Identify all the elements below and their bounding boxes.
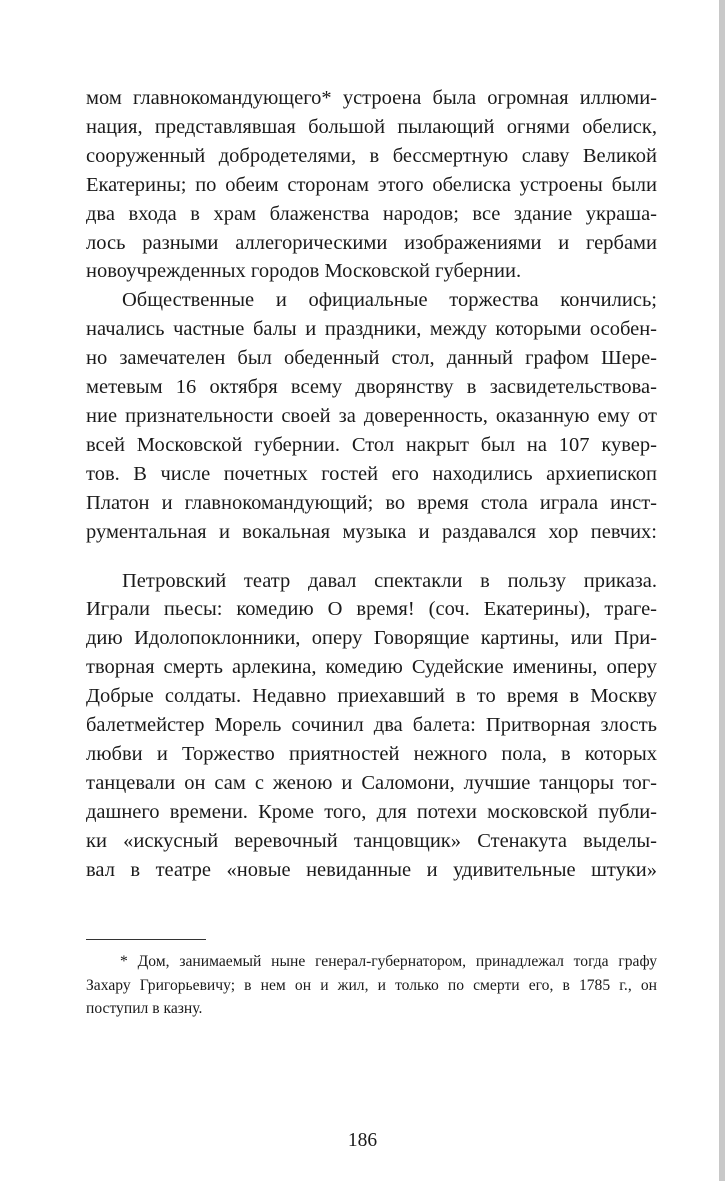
text-line: сооруженный добродетелями, в бессмертную славу Великой	[86, 144, 657, 167]
footnote	[86, 950, 657, 1021]
text-line: Екатерины; по обеим сторонам этого обелиска устроены были	[86, 173, 657, 196]
text-line: любви и Торжество приятностей нежного пола, в которых	[86, 742, 657, 765]
page-number: 186	[347, 1130, 378, 1151]
text-line: два входа в храм блаженства народов; все здание украша-	[86, 202, 657, 225]
text-line: дию Идолопоклонники, оперу Говорящие картины, или При-	[86, 627, 657, 650]
text-line: танцевали он сам с женою и Саломони, лучшие танцоры тог-	[86, 771, 657, 794]
text-line: метевым 16 октября всему дворянству в засвидетельствова-	[86, 376, 657, 399]
text-line: но замечателен был обеденный стол, данный графом Шере-	[86, 347, 657, 370]
book-page	[86, 84, 657, 1021]
text-line: Добрые солдаты. Недавно приехавший в то время в Москву	[86, 685, 657, 708]
text-line: новоучрежденных городов Московской губернии.	[86, 260, 522, 283]
text-line: Платон и главнокомандующий; во время стола играла инст-	[86, 491, 657, 514]
text-line: вал в театре «новые невиданные и удивительные штуки»	[86, 858, 657, 881]
text-line: балетмейстер Морель сочинил два балета: Притворная злость	[86, 714, 657, 737]
paragraph-festivities	[86, 286, 657, 546]
footnote-line: * Дом, занимаемый ныне генерал-губернатором, принадлежал тогда графу	[120, 953, 657, 971]
text-line: ки «искусный веревочный танцовщик» Стенакута выделы-	[86, 829, 657, 852]
text-line: рументальная и вокальная музыка и раздавался хор певчих:	[86, 520, 657, 543]
text-line: начались частные балы и праздники, между которыми особен-	[86, 318, 657, 341]
text-line: тов. В числе почетных гостей его находились архиепископ	[86, 462, 657, 485]
text-line: всей Московской губернии. Стол накрыт был на 107 кувер-	[86, 433, 657, 456]
text-line: Петровский театр давал спектакли в пользу приказа.	[122, 569, 657, 592]
footnote-separator	[86, 939, 206, 940]
text-line: мом главнокомандующего* устроена была огромная иллюми-	[86, 87, 657, 109]
footnote-line: поступил в казну.	[86, 1000, 203, 1018]
text-line: Играли пьесы: комедию О время! (соч. Екатерины), траге-	[86, 598, 657, 621]
text-line: Общественные и официальные торжества кончились;	[122, 289, 657, 312]
footnote-line: Захару Григорьевичу; в нем он и жил, и только по смерти его, в 1785 г., он	[86, 976, 657, 994]
text-line: нация, представлявшая большой пылающий огнями обелиск,	[86, 115, 657, 138]
paragraph-illumination	[86, 84, 657, 286]
page-edge-shadow	[719, 0, 725, 1181]
text-line: лось разными аллегорическими изображениями и гербами	[86, 231, 657, 254]
text-line: творная смерть арлекина, комедию Судейские именины, оперу	[86, 656, 657, 679]
text-line: дашнего времени. Кроме того, для потехи московской публи-	[86, 800, 657, 823]
text-line: ние признательности своей за доверенность, оказанную ему от	[86, 404, 657, 427]
paragraph-theatre	[86, 567, 657, 885]
